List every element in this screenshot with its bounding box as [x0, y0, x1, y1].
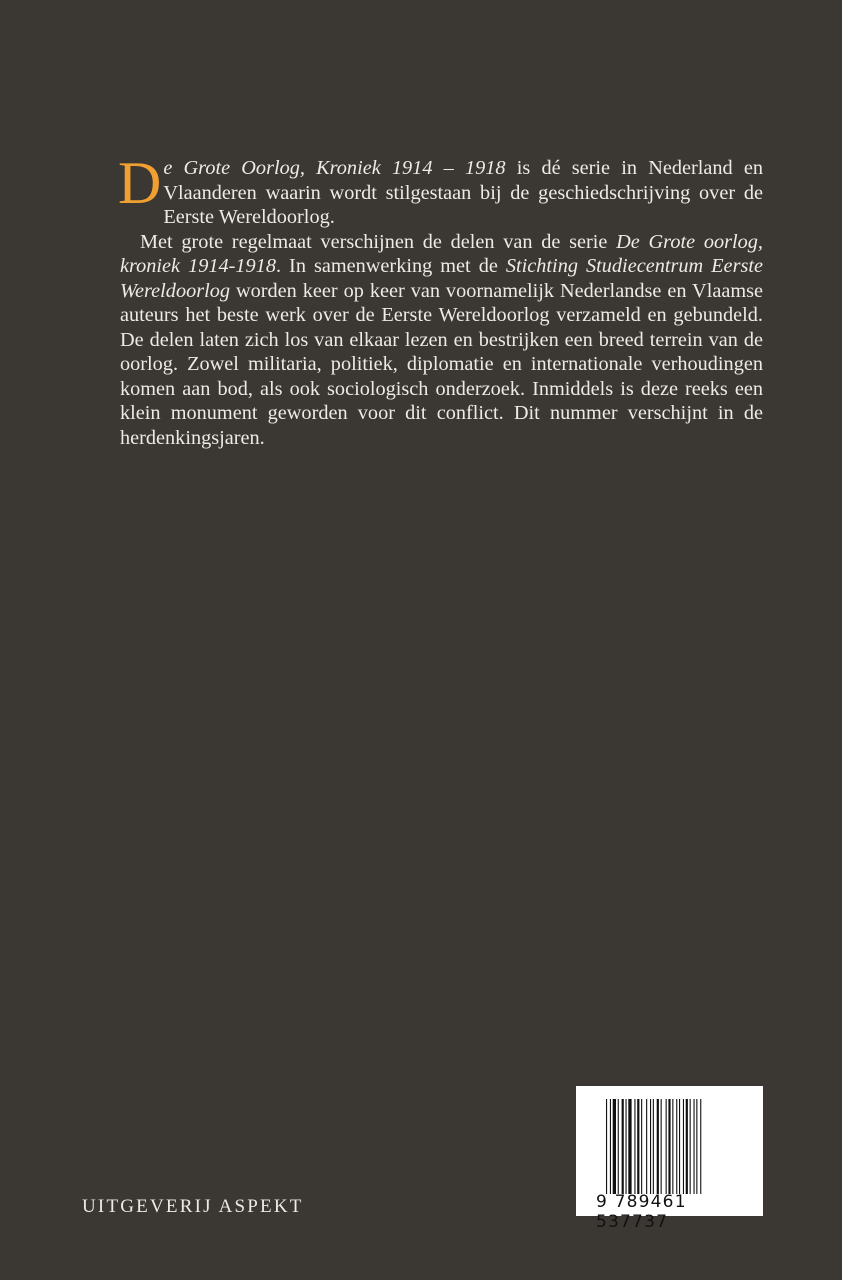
isbn-number: 9 789461 537737: [596, 1192, 687, 1232]
paragraph-text: is dé serie in Nederland en Vlaanderen waarin wordt stilgestaan bij de geschiedschrijving over de Eerste Wereldoorlog.: [163, 157, 763, 228]
paragraph-text: worden keer op keer van voornamelijk Nederlandse en Vlaamse auteurs het beste werk over de Eerste Wereldoorlog verzameld en gebundeld. De delen laten zich los van elkaar lezen en bestrijken een breed terrein van de oorlog. Zowel militaria, politiek, diplomatie en internationale verhoudingen komen aan bod, als ook sociologisch onderzoek. Inmiddels is deze reeks een klein monument geworden voor dit conflict. Dit nummer verschijnt in de herdenkingsjaren.: [120, 279, 763, 449]
series-title: De Grote oorlog, kroniek 1914-1918: [120, 230, 763, 277]
foundation-name: Stichting Studiecentrum Eerste Wereldoorlog: [120, 255, 763, 302]
back-cover-blurb: [118, 150, 763, 450]
paragraph-2: [120, 230, 763, 451]
publisher-name: UITGEVERIJ ASPEKT: [82, 1196, 304, 1217]
series-title: e Grote Oorlog, Kroniek 1914 – 1918: [163, 157, 506, 179]
barcode-bars-icon: [606, 1099, 746, 1194]
isbn-barcode: [576, 1086, 763, 1232]
drop-cap: D: [118, 150, 162, 216]
paragraph-1: [118, 150, 763, 230]
paragraph-text: . In samenwerking met de: [275, 255, 506, 277]
paragraph-text: Met grote regelmaat verschijnen de delen van de serie: [140, 230, 617, 253]
